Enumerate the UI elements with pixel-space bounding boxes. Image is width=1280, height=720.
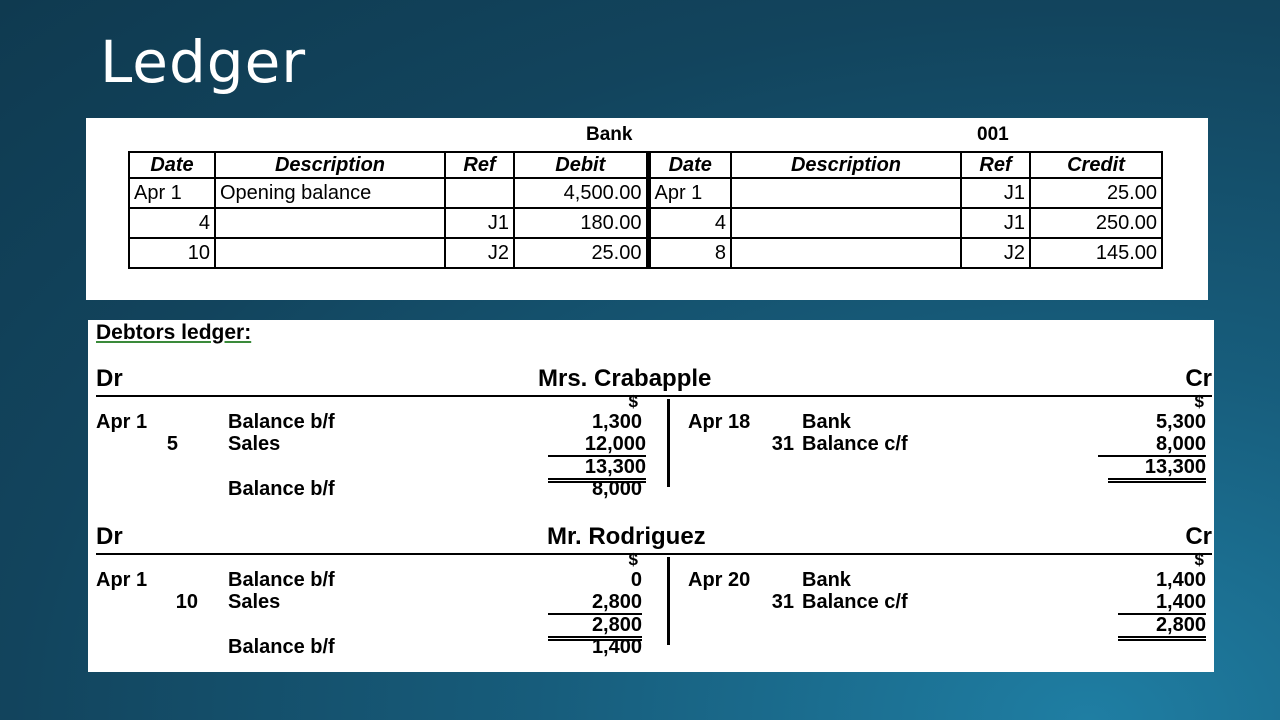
cell-ref: J1 — [961, 208, 1030, 238]
table-row — [129, 238, 1162, 268]
cell-date: 10 — [129, 238, 215, 268]
cell-description — [215, 208, 445, 238]
cell-ref: J1 — [445, 208, 514, 238]
t-account-horizontal-rule — [96, 395, 1212, 397]
cell-credit: 250.00 — [1030, 208, 1162, 238]
right-total: 13,300 — [1108, 456, 1206, 483]
entry-description: Bank — [802, 569, 851, 591]
entry-date: Apr 1 — [96, 411, 148, 433]
entry-description: Balance b/f — [228, 569, 335, 591]
bank-ledger-image — [86, 118, 1208, 300]
col-header: Description — [215, 152, 445, 178]
entry-date: 5 — [166, 433, 178, 455]
debit-side-label: Dr — [96, 365, 123, 392]
right-total: 2,800 — [1118, 614, 1206, 641]
cell-description — [731, 208, 961, 238]
table-row — [129, 208, 1162, 238]
debtors-ledger-title: Debtors ledger: — [96, 321, 252, 344]
col-header: Ref — [961, 152, 1030, 178]
entry-description: Sales — [228, 591, 281, 613]
cell-ref: J2 — [445, 238, 514, 268]
cell-description — [215, 238, 445, 268]
left-total: 2,800 — [548, 614, 642, 641]
cell-credit: 145.00 — [1030, 238, 1162, 268]
cell-ref: J2 — [961, 238, 1030, 268]
slide-title: Ledger — [100, 28, 307, 96]
cell-description — [731, 238, 961, 268]
cell-ref — [445, 178, 514, 208]
col-header: Ref — [445, 152, 514, 178]
entry-amount: 1,300 — [591, 411, 642, 433]
cell-date: 4 — [129, 208, 215, 238]
cell-date: Apr 1 — [648, 178, 731, 208]
cell-debit: 180.00 — [514, 208, 648, 238]
entry-amount: 1,400 — [591, 636, 642, 658]
table-row — [129, 178, 1162, 208]
entry-amount: 1,400 — [1155, 569, 1206, 591]
col-header: Debit — [514, 152, 648, 178]
currency-symbol: $ — [628, 392, 638, 411]
entry-date: 10 — [175, 591, 198, 613]
account-name: Mr. Rodriguez — [547, 523, 706, 550]
col-header: Description — [731, 152, 961, 178]
col-header: Credit — [1030, 152, 1162, 178]
entry-amount: 8,000 — [591, 478, 642, 500]
entry-date: 31 — [771, 433, 794, 455]
cell-date: 4 — [648, 208, 731, 238]
col-header: Date — [648, 152, 731, 178]
bank-account-name: Bank — [586, 124, 633, 145]
entry-date: Apr 1 — [96, 569, 148, 591]
currency-symbol: $ — [1194, 392, 1204, 411]
account-name: Mrs. Crabapple — [538, 365, 712, 392]
entry-description: Balance b/f — [228, 411, 335, 433]
entry-date: Apr 20 — [688, 569, 751, 591]
entry-description: Bank — [802, 411, 851, 433]
cell-description — [731, 178, 961, 208]
currency-symbol: $ — [628, 550, 638, 569]
cell-debit: 25.00 — [514, 238, 648, 268]
left-total: 13,300 — [548, 456, 646, 483]
t-account-horizontal-rule — [96, 553, 1212, 555]
cell-date: 8 — [648, 238, 731, 268]
cell-description: Opening balance — [215, 178, 445, 208]
cell-debit: 4,500.00 — [514, 178, 648, 208]
bank-header-row — [129, 152, 1162, 178]
cell-date: Apr 1 — [129, 178, 215, 208]
t-account-crabapple — [88, 365, 1214, 505]
t-account-vertical-rule — [667, 557, 670, 645]
t-account-rodriguez — [88, 523, 1214, 663]
entry-amount: 1,400 — [1118, 591, 1206, 615]
entry-amount: 12,000 — [548, 433, 646, 457]
bank-ledger-table — [128, 151, 1163, 269]
entry-description: Balance c/f — [802, 591, 908, 613]
cell-credit: 25.00 — [1030, 178, 1162, 208]
entry-amount: 2,800 — [548, 591, 642, 615]
entry-description: Balance b/f — [228, 636, 335, 658]
entry-date: 31 — [771, 591, 794, 613]
debtors-ledger-image — [88, 320, 1214, 672]
entry-amount: 5,300 — [1155, 411, 1206, 433]
entry-amount: 8,000 — [1098, 433, 1206, 457]
entry-description: Sales — [228, 433, 281, 455]
debit-side-label: Dr — [96, 523, 123, 550]
entry-amount: 0 — [630, 569, 642, 591]
cell-ref: J1 — [961, 178, 1030, 208]
credit-side-label: Cr — [1185, 365, 1212, 392]
t-account-vertical-rule — [667, 399, 670, 487]
bank-account-number: 001 — [977, 124, 1009, 145]
entry-description: Balance c/f — [802, 433, 908, 455]
entry-date: Apr 18 — [688, 411, 751, 433]
entry-description: Balance b/f — [228, 478, 335, 500]
col-header: Date — [129, 152, 215, 178]
currency-symbol: $ — [1194, 550, 1204, 569]
credit-side-label: Cr — [1185, 523, 1212, 550]
